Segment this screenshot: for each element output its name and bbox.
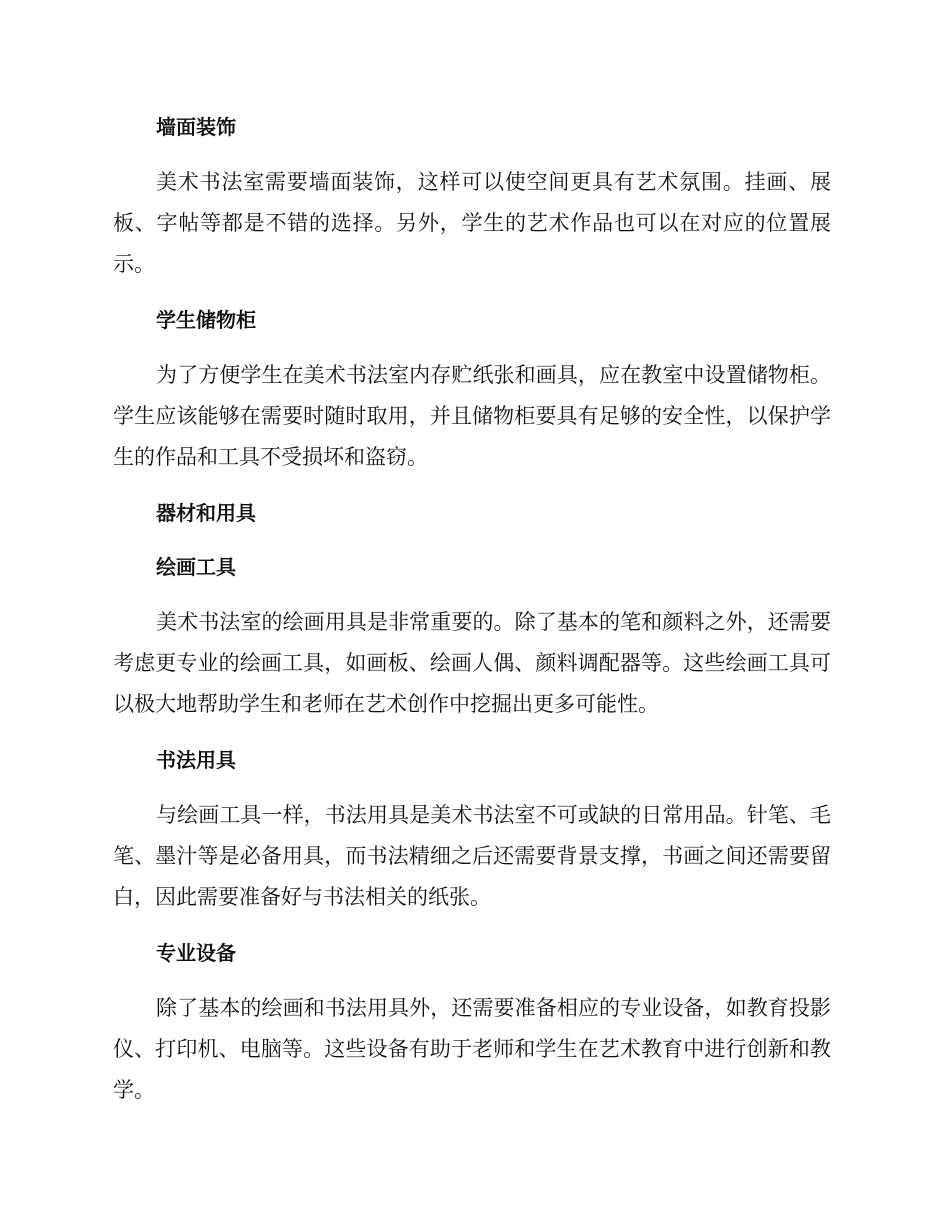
section-heading-painting-tools: 绘画工具 bbox=[156, 555, 236, 579]
paragraph-student-lockers: 为了方便学生在美术书法室内存贮纸张和画具，应在教室中设置储物柜。学生应该能够在需要时随时取用，并且储物柜要具有足够的安全性，以保护学生的作品和工具不受损坏和盗窃。 bbox=[113, 363, 831, 469]
paragraph-professional-equipment: 除了基本的绘画和书法用具外，还需要准备相应的专业设备，如教育投影仪、打印机、电脑等。这些设备有助于老师和学生在艺术教育中进行创新和教学。 bbox=[113, 996, 831, 1102]
section-heading-student-lockers: 学生储物柜 bbox=[156, 308, 256, 332]
document-page bbox=[113, 108, 831, 1127]
section-heading-wall-decoration: 墙面装饰 bbox=[156, 115, 236, 139]
paragraph-wall-decoration: 美术书法室需要墙面装饰，这样可以使空间更具有艺术氛围。挂画、展板、字帖等都是不错的选择。另外，学生的艺术作品也可以在对应的位置展示。 bbox=[113, 170, 831, 276]
section-heading-professional-equipment: 专业设备 bbox=[156, 941, 236, 965]
paragraph-painting-tools: 美术书法室的绘画用具是非常重要的。除了基本的笔和颜料之外，还需要考虑更专业的绘画工具，如画板、绘画人偶、颜料调配器等。这些绘画工具可以极大地帮助学生和老师在艺术创作中挖掘出更多可能性。 bbox=[113, 610, 831, 716]
section-heading-equipment-and-tools: 器材和用具 bbox=[156, 501, 256, 525]
paragraph-calligraphy-tools: 与绘画工具一样，书法用具是美术书法室不可或缺的日常用品。针笔、毛笔、墨汁等是必备用具，而书法精细之后还需要背景支撑，书画之间还需要留白，因此需要准备好与书法相关的纸张。 bbox=[113, 803, 831, 909]
section-heading-calligraphy-tools: 书法用具 bbox=[156, 748, 236, 772]
